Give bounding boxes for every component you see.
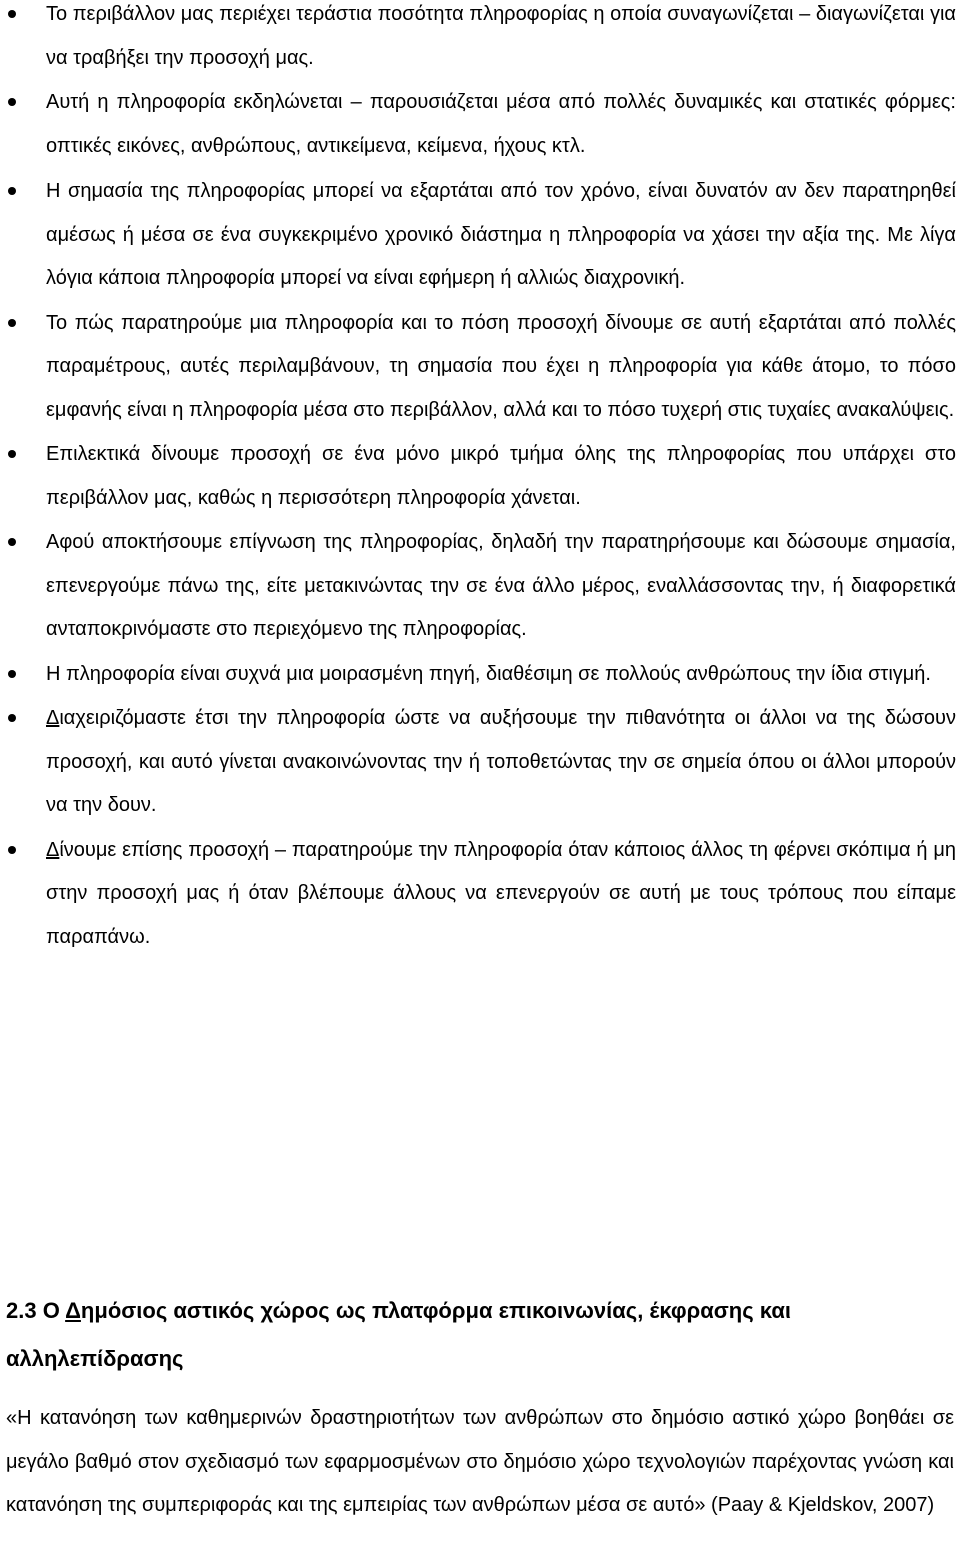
list-item-text: Η πληροφορία είναι συχνά μια μοιρασμένη πηγή, διαθέσιμη σε πολλούς ανθρώπους την ίδια στιγμή. bbox=[46, 662, 931, 685]
underlined-initial: Δ bbox=[46, 838, 60, 861]
list-item bbox=[0, 521, 960, 652]
section-title: ημόσιος αστικός χώρος ως πλατφόρμα επικοινωνίας, έκφρασης και αλληλεπίδρασης bbox=[6, 1298, 791, 1371]
list-item bbox=[0, 0, 960, 80]
bullet-dot bbox=[8, 98, 16, 106]
list-item-text: Επιλεκτικά δίνουμε προσοχή σε ένα μόνο μικρό τμήμα όλης της πληροφορίας που υπάρχει στο περιβάλλον μας, καθώς η περισσότερη πληροφορία χάνεται. bbox=[46, 443, 956, 509]
list-item bbox=[0, 170, 960, 301]
section-heading bbox=[6, 1287, 956, 1383]
bullet-dot bbox=[8, 10, 16, 18]
list-item bbox=[0, 433, 960, 520]
bullet-dot bbox=[8, 187, 16, 195]
underlined-initial: Δ bbox=[46, 707, 60, 729]
list-item bbox=[0, 653, 960, 697]
bullet-dot bbox=[8, 319, 16, 327]
list-item bbox=[0, 829, 960, 960]
list-item-text: Η σημασία της πληροφορίας μπορεί να εξαρτάται από τον χρόνο, είναι δυνατόν αν δεν παρατηρηθεί αμέσως ή μέσα σε ένα συγκεκριμένο χρονικό διάστημα η πληροφορία να χάσει την αξία της. Με λίγα λόγια κάποια πληροφορία μπορεί να είναι εφήμερη ή αλλιώς διαχρονική. bbox=[46, 180, 956, 289]
bullet-dot bbox=[8, 846, 16, 854]
bullet-dot bbox=[8, 538, 16, 546]
list-item bbox=[0, 302, 960, 433]
list-item-text bbox=[46, 829, 956, 960]
bullet-dot bbox=[8, 670, 16, 678]
section-number: 2.3 Ο bbox=[6, 1298, 66, 1323]
list-item-text bbox=[46, 697, 956, 828]
bullet-dot bbox=[8, 450, 16, 458]
list-item-rest: ίνουμε επίσης προσοχή – παρατηρούμε την πληροφορία όταν κάποιος άλλος τη φέρνει σκόπιμα ή μη στην προσοχή μας ή όταν βλέπουμε άλλους να επενεργούν σε αυτή με τους τρόπους που είπαμε παραπάνω. bbox=[46, 838, 956, 948]
list-item-text: Αφού αποκτήσουμε επίγνωση της πληροφορίας, δηλαδή την παρατηρήσουμε και δώσουμε σημασία, επενεργούμε πάνω της, είτε μετακινώντας την σε ένα άλλο μέρος, εναλλάσσοντας την, ή διαφορετικά ανταποκρινόμαστε στο περιεχόμενο της πληροφορίας. bbox=[46, 531, 956, 640]
list-item-rest: ιαχειριζόμαστε έτσι την πληροφορία ώστε να αυξήσουμε την πιθανότητα οι άλλοι να της δώσουν προσοχή, και αυτό γίνεται ανακοινώνοντας την ή τοποθετώντας την σε σημεία όπου οι άλλοι μπορούν να την δουν. bbox=[46, 707, 956, 816]
list-item-text: Το πώς παρατηρούμε μια πληροφορία και το πόση προσοχή δίνουμε σε αυτή εξαρτάται από πολλές παραμέτρους, αυτές περιλαμβάνουν, τη σημασία που έχει η πληροφορία για κάθε άτομο, το πόσο εμφανής είναι η πληροφορία μέσα στο περιβάλλον, αλλά και το πόσο τυχερή στις τυχαίες ανακαλύψεις. bbox=[46, 311, 956, 421]
list-item bbox=[0, 81, 960, 168]
bullet-dot bbox=[8, 714, 16, 722]
underlined-initial: Δ bbox=[65, 1298, 81, 1323]
list-item bbox=[0, 697, 960, 828]
list-item-text: Αυτή η πληροφορία εκδηλώνεται – παρουσιάζεται μέσα από πολλές δυναμικές και στατικές φόρμες: οπτικές εικόνες, ανθρώπους, αντικείμενα, κείμενα, ήχους κτλ. bbox=[46, 91, 956, 157]
list-item-text: Το περιβάλλον μας περιέχει τεράστια ποσότητα πληροφορίας η οποία συναγωνίζεται – διαγωνίζεται για να τραβήξει την προσοχή μας. bbox=[46, 3, 956, 69]
quote-paragraph: «Η κατανόηση των καθημερινών δραστηριοτήτων των ανθρώπων στο δημόσιο αστικό χώρο βοηθάει σε μεγάλο βαθμό στον σχεδιασμό των εφαρμοσμένων στο δημόσιο χώρο τεχνολογιών παρέχοντας γνώση και κατανόηση της συμπεριφοράς και της εμπειρίας των ανθρώπων μέσα σε αυτό» (Paay & Kjeldskov, 2007) bbox=[6, 1407, 954, 1516]
